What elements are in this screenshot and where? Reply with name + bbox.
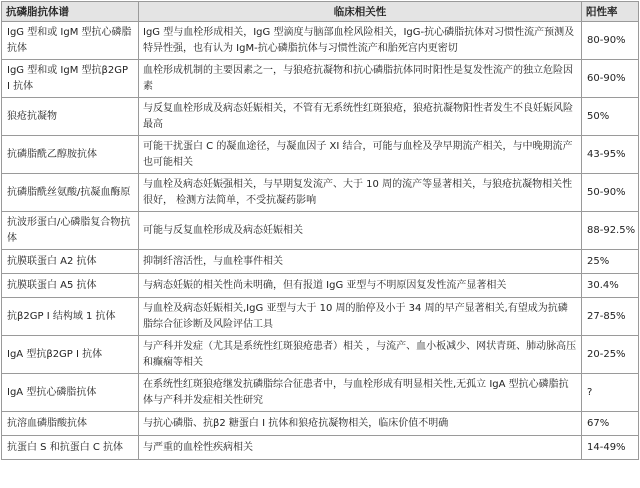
table-header-row <box>2 2 639 22</box>
positive-rate: 50% <box>582 98 639 136</box>
antibody-name: IgG 型和或 IgM 型抗心磷脂抗体 <box>2 22 139 60</box>
clinical-relevance: 可能与反复血栓形成及病态妊娠相关 <box>139 212 582 250</box>
antiphospholipid-antibody-table-container <box>1 1 638 460</box>
header-antibody-spectrum: 抗磷脂抗体谱 <box>2 2 139 22</box>
positive-rate: 30.4% <box>582 274 639 298</box>
antibody-name: 抗β2GP I 结构域 1 抗体 <box>2 298 139 336</box>
antibody-name: 抗膜联蛋白 A2 抗体 <box>2 250 139 274</box>
antibody-name: 抗磷脂酰乙醇胺抗体 <box>2 136 139 174</box>
table-row <box>2 212 639 250</box>
table-row <box>2 174 639 212</box>
table-row <box>2 374 639 412</box>
clinical-relevance: 在系统性红斑狼疮继发抗磷脂综合征患者中，与血栓形成有明显相关性,无孤立 IgA 型抗心磷脂抗体与产科并发症相关性研究 <box>139 374 582 412</box>
antiphospholipid-antibody-table <box>1 1 639 460</box>
table-row <box>2 336 639 374</box>
positive-rate: 20-25% <box>582 336 639 374</box>
clinical-relevance: 与病态妊娠的相关性尚未明确，但有报道 IgG 亚型与不明原因复发性流产显著相关 <box>139 274 582 298</box>
positive-rate: ? <box>582 374 639 412</box>
clinical-relevance: 与血栓及病态妊娠强相关，与早期复发流产、大于 10 周的流产等显著相关，与狼疮抗凝物相关性很好， 检测方法简单，不受抗凝药影响 <box>139 174 582 212</box>
table-row <box>2 298 639 336</box>
antibody-name: IgA 型抗心磷脂抗体 <box>2 374 139 412</box>
clinical-relevance: 与严重的血栓性疾病相关 <box>139 436 582 460</box>
header-positive-rate: 阳性率 <box>582 2 639 22</box>
antibody-name: 抗溶血磷脂酸抗体 <box>2 412 139 436</box>
clinical-relevance: 与反复血栓形成及病态妊娠相关，不管有无系统性红斑狼疮，狼疮抗凝物阳性者发生不良妊娠风险最高 <box>139 98 582 136</box>
antibody-name: 抗膜联蛋白 A5 抗体 <box>2 274 139 298</box>
antibody-name: 抗蛋白 S 和抗蛋白 C 抗体 <box>2 436 139 460</box>
table-row <box>2 436 639 460</box>
antibody-name: 狼疮抗凝物 <box>2 98 139 136</box>
positive-rate: 14-49% <box>582 436 639 460</box>
positive-rate: 43-95% <box>582 136 639 174</box>
clinical-relevance: IgG 型与血栓形成相关，IgG 型滴度与脑部血栓风险相关，IgG-抗心磷脂抗体对习惯性流产预测及特异性强，也有认为 IgM-抗心磷脂抗体与习惯性流产和胎死宫内更密切 <box>139 22 582 60</box>
table-row <box>2 136 639 174</box>
clinical-relevance: 与产科并发症（尤其是系统性红斑狼疮患者）相关 ，与流产、血小板减少、网状青斑、肺动脉高压和癫痫等相关 <box>139 336 582 374</box>
positive-rate: 27-85% <box>582 298 639 336</box>
clinical-relevance: 与血栓及病态妊娠相关,IgG 亚型与大于 10 周的胎停及小于 34 周的早产显著相关,有望成为抗磷脂综合征诊断及风险评估工具 <box>139 298 582 336</box>
clinical-relevance: 血栓形成机制的主要因素之一，与狼疮抗凝物和抗心磷脂抗体同时阳性是复发性流产的独立危险因素 <box>139 60 582 98</box>
table-row <box>2 250 639 274</box>
header-clinical-relevance: 临床相关性 <box>139 2 582 22</box>
table-row <box>2 98 639 136</box>
antibody-name: IgG 型和或 IgM 型抗β2GP I 抗体 <box>2 60 139 98</box>
clinical-relevance: 可能干扰蛋白 C 的凝血途径，与凝血因子 XI 结合，可能与血栓及孕早期流产相关，与中晚期流产也可能相关 <box>139 136 582 174</box>
positive-rate: 60-90% <box>582 60 639 98</box>
table-row <box>2 60 639 98</box>
antibody-name: 抗磷脂酰丝氨酸/抗凝血酶原 <box>2 174 139 212</box>
table-row <box>2 274 639 298</box>
positive-rate: 50-90% <box>582 174 639 212</box>
antibody-name: IgA 型抗β2GP I 抗体 <box>2 336 139 374</box>
table-row <box>2 22 639 60</box>
table-row <box>2 412 639 436</box>
antibody-name: 抗波形蛋白/心磷脂复合物抗体 <box>2 212 139 250</box>
positive-rate: 67% <box>582 412 639 436</box>
clinical-relevance: 与抗心磷脂、抗β2 糖蛋白 I 抗体和狼疮抗凝物相关，临床价值不明确 <box>139 412 582 436</box>
positive-rate: 88-92.5% <box>582 212 639 250</box>
positive-rate: 25% <box>582 250 639 274</box>
positive-rate: 80-90% <box>582 22 639 60</box>
clinical-relevance: 抑制纤溶活性，与血栓事件相关 <box>139 250 582 274</box>
